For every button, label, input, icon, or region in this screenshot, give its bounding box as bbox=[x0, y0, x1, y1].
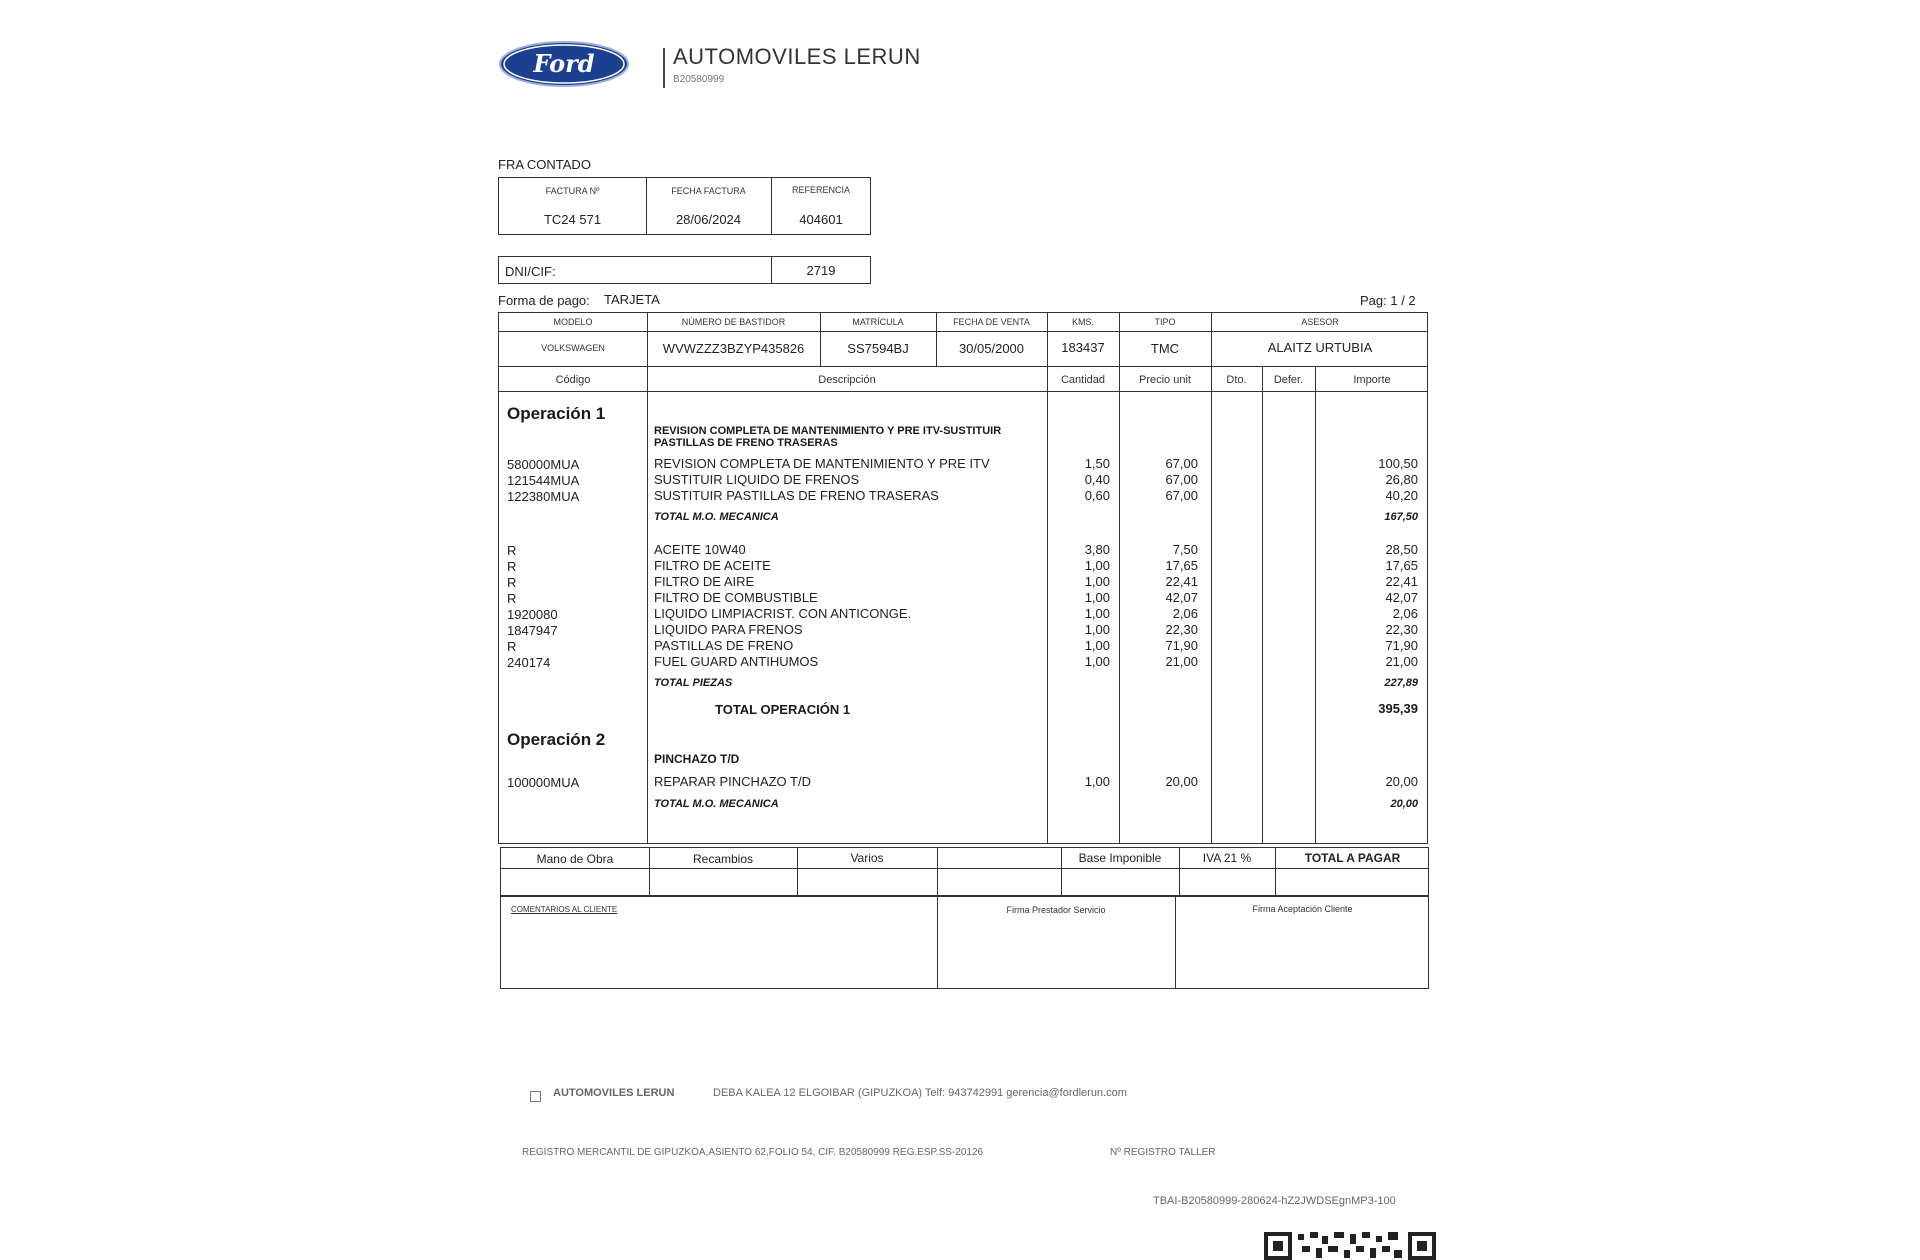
op1-total-piezas-label: TOTAL PIEZAS bbox=[654, 677, 733, 689]
op2-line-amount: 20,00 bbox=[1385, 774, 1418, 789]
part-code: R bbox=[507, 639, 517, 654]
comments-label: COMENTARIOS AL CLIENTE bbox=[511, 905, 618, 914]
dni-label: DNI/CIF: bbox=[505, 264, 556, 279]
vh-modelo: MODELO bbox=[553, 317, 593, 327]
vv-modelo: VOLKSWAGEN bbox=[541, 343, 605, 353]
signature-box bbox=[500, 895, 1429, 989]
col-importe: Importe bbox=[1353, 374, 1391, 386]
sum-varios: Varios bbox=[850, 851, 884, 865]
part-code: R bbox=[507, 591, 517, 606]
op2-total-mo-value: 20,00 bbox=[1390, 798, 1418, 810]
part-code: 1847947 bbox=[507, 623, 558, 638]
col-precio: Precio unit bbox=[1139, 374, 1191, 386]
sum-total: TOTAL A PAGAR bbox=[1304, 851, 1401, 865]
vh-bastidor: NÚMERO DE BASTIDOR bbox=[681, 317, 786, 327]
vh-matricula: MATRÍCULA bbox=[852, 317, 904, 327]
part-qty: 1,00 bbox=[1084, 638, 1110, 653]
op2-title: Operación 2 bbox=[507, 730, 606, 749]
line-price: 67,00 bbox=[1165, 488, 1198, 503]
op1-total-mo-value: 167,50 bbox=[1384, 511, 1418, 523]
ford-logo bbox=[498, 40, 630, 88]
sum-base: Base Imponible bbox=[1078, 851, 1162, 865]
op1-total-label: TOTAL OPERACIÓN 1 bbox=[715, 702, 851, 717]
col-descripcion: Descripción bbox=[818, 374, 876, 386]
part-price: 2,06 bbox=[1172, 606, 1198, 621]
sig-prestador-label: Firma Prestador Servicio bbox=[1006, 905, 1106, 915]
part-qty: 1,00 bbox=[1084, 558, 1110, 573]
sum-mano-obra: Mano de Obra bbox=[536, 852, 614, 866]
sum-iva: IVA 21 % bbox=[1202, 851, 1252, 865]
part-code: R bbox=[507, 575, 517, 590]
part-desc: PASTILLAS DE FRENO bbox=[654, 638, 794, 653]
svg-text:Ford: Ford bbox=[533, 49, 595, 78]
part-price: 71,90 bbox=[1165, 638, 1198, 653]
part-price: 22,30 bbox=[1165, 622, 1198, 637]
col-defer: Defer. bbox=[1273, 374, 1304, 386]
part-qty: 1,00 bbox=[1084, 574, 1110, 589]
op2-total-mo-label: TOTAL M.O. MECANICA bbox=[654, 798, 779, 810]
col-codigo: Código bbox=[555, 374, 591, 386]
vh-fecha: FECHA DE VENTA bbox=[953, 317, 1030, 327]
part-code: 1920080 bbox=[507, 607, 558, 622]
footer-address: DEBA KALEA 12 ELGOIBAR (GIPUZKOA) Telf: 943742991 gerencia@fordlerun.com bbox=[713, 1087, 1127, 1099]
line-qty: 0,40 bbox=[1084, 472, 1110, 487]
part-desc: ACEITE 10W40 bbox=[654, 542, 746, 557]
vv-tipo: TMC bbox=[1150, 341, 1180, 356]
summary-box bbox=[500, 847, 1429, 897]
op2-line-desc: REPARAR PINCHAZO T/D bbox=[654, 774, 811, 789]
part-qty: 1,00 bbox=[1084, 606, 1110, 621]
vh-tipo: TIPO bbox=[1154, 317, 1176, 327]
referencia-value: 404601 bbox=[799, 212, 843, 227]
part-amount: 22,30 bbox=[1385, 622, 1418, 637]
footer-company: AUTOMOVILES LERUN bbox=[553, 1087, 675, 1099]
part-price: 17,65 bbox=[1165, 558, 1198, 573]
part-price: 42,07 bbox=[1165, 590, 1198, 605]
line-qty: 1,50 bbox=[1084, 456, 1110, 471]
vv-fecha: 30/05/2000 bbox=[958, 341, 1025, 356]
sig-cliente-label: Firma Aceptación Cliente bbox=[1252, 904, 1353, 914]
referencia-label: REFERENCIA bbox=[791, 185, 850, 195]
company-name: AUTOMOVILES LERUN bbox=[673, 44, 921, 69]
part-desc: FILTRO DE AIRE bbox=[654, 574, 755, 589]
part-qty: 1,00 bbox=[1084, 590, 1110, 605]
company-cif: B20580999 bbox=[673, 74, 725, 85]
footer-checkbox-icon bbox=[530, 1091, 541, 1102]
part-price: 22,41 bbox=[1165, 574, 1198, 589]
vh-kms: KMS. bbox=[1071, 317, 1094, 327]
line-desc: SUSTITUIR LIQUIDO DE FRENOS bbox=[654, 472, 860, 487]
factura-value: TC24 571 bbox=[543, 212, 602, 227]
part-amount: 17,65 bbox=[1385, 558, 1418, 573]
part-amount: 2,06 bbox=[1392, 606, 1418, 621]
part-desc: LIQUIDO PARA FRENOS bbox=[654, 622, 803, 637]
line-qty: 0,60 bbox=[1084, 488, 1110, 503]
part-amount: 28,50 bbox=[1385, 542, 1418, 557]
part-amount: 71,90 bbox=[1385, 638, 1418, 653]
payment-label: Forma de pago: bbox=[498, 293, 590, 308]
invoice-header-box bbox=[498, 177, 871, 235]
vv-kms: 183437 bbox=[1061, 340, 1105, 355]
part-code: R bbox=[507, 559, 517, 574]
vv-asesor: ALAITZ URTUBIA bbox=[1267, 340, 1373, 355]
part-amount: 21,00 bbox=[1385, 654, 1418, 669]
line-desc: REVISION COMPLETA DE MANTENIMIENTO Y PRE ITV bbox=[654, 456, 990, 471]
part-desc: FILTRO DE ACEITE bbox=[654, 558, 771, 573]
qr-code-icon bbox=[1264, 1228, 1436, 1260]
dni-box bbox=[498, 256, 871, 284]
vehicle-box bbox=[498, 312, 1428, 367]
op1-title: Operación 1 bbox=[507, 404, 606, 423]
line-code: 122380MUA bbox=[507, 489, 580, 504]
col-cantidad: Cantidad bbox=[1060, 374, 1106, 386]
vv-matricula: SS7594BJ bbox=[847, 341, 909, 356]
part-desc: FILTRO DE COMBUSTIBLE bbox=[654, 590, 818, 605]
vh-asesor: ASESOR bbox=[1301, 317, 1339, 327]
invoice-type: FRA CONTADO bbox=[498, 157, 591, 172]
part-code: R bbox=[507, 543, 517, 558]
footer-registry-taller: Nº REGISTRO TALLER bbox=[1110, 1147, 1216, 1158]
part-qty: 1,00 bbox=[1084, 654, 1110, 669]
items-table bbox=[498, 366, 1428, 844]
footer-registry: REGISTRO MERCANTIL DE GIPUZKOA,ASIENTO 62,FOLIO 54, CIF. B20580999 REG.ESP.SS-20126 bbox=[522, 1147, 984, 1158]
col-dto: Dto. bbox=[1226, 374, 1247, 386]
op2-desc: PINCHAZO T/D bbox=[654, 752, 740, 766]
tbai-code: TBAI-B20580999-280624-hZ2JWDSEgnMP3-100 bbox=[1153, 1195, 1396, 1207]
factura-label: FACTURA Nº bbox=[545, 186, 600, 196]
brand-divider bbox=[663, 48, 665, 88]
part-code: 240174 bbox=[507, 655, 551, 670]
part-desc: LIQUIDO LIMPIACRIST. CON ANTICONGE. bbox=[654, 606, 912, 621]
op1-total-mo-label: TOTAL M.O. MECANICA bbox=[654, 511, 779, 523]
part-amount: 42,07 bbox=[1385, 590, 1418, 605]
line-code: 580000MUA bbox=[507, 457, 580, 472]
part-qty: 3,80 bbox=[1084, 542, 1110, 557]
part-desc: FUEL GUARD ANTIHUMOS bbox=[654, 654, 819, 669]
part-qty: 1,00 bbox=[1084, 622, 1110, 637]
line-price: 67,00 bbox=[1165, 456, 1198, 471]
op1-total-piezas-value: 227,89 bbox=[1384, 677, 1418, 689]
line-amount: 100,50 bbox=[1378, 456, 1418, 471]
page-number: Pag: 1 / 2 bbox=[1360, 293, 1416, 308]
vv-bastidor: WVWZZZ3BZYP435826 bbox=[662, 341, 805, 356]
payment-value: TARJETA bbox=[604, 292, 660, 307]
op2-line-price: 20,00 bbox=[1165, 774, 1198, 789]
op2-line-qty: 1,00 bbox=[1084, 774, 1110, 789]
part-amount: 22,41 bbox=[1385, 574, 1418, 589]
line-price: 67,00 bbox=[1165, 472, 1198, 487]
fecha-value: 28/06/2024 bbox=[675, 212, 742, 227]
op2-line-code: 100000MUA bbox=[507, 775, 580, 790]
line-desc: SUSTITUIR PASTILLAS DE FRENO TRASERAS bbox=[654, 488, 939, 503]
op1-desc-1: REVISION COMPLETA DE MANTENIMIENTO Y PRE ITV-SUSTITUIR bbox=[654, 425, 1002, 437]
line-code: 121544MUA bbox=[507, 473, 580, 488]
op1-total-value: 395,39 bbox=[1378, 701, 1418, 716]
fecha-label: FECHA FACTURA bbox=[671, 186, 746, 196]
op1-desc-2: PASTILLAS DE FRENO TRASERAS bbox=[654, 437, 838, 449]
line-amount: 26,80 bbox=[1385, 472, 1418, 487]
part-price: 21,00 bbox=[1165, 654, 1198, 669]
line-amount: 40,20 bbox=[1385, 488, 1418, 503]
sum-recambios: Recambios bbox=[692, 852, 754, 866]
dni-value: 2719 bbox=[806, 263, 836, 278]
part-price: 7,50 bbox=[1172, 542, 1198, 557]
